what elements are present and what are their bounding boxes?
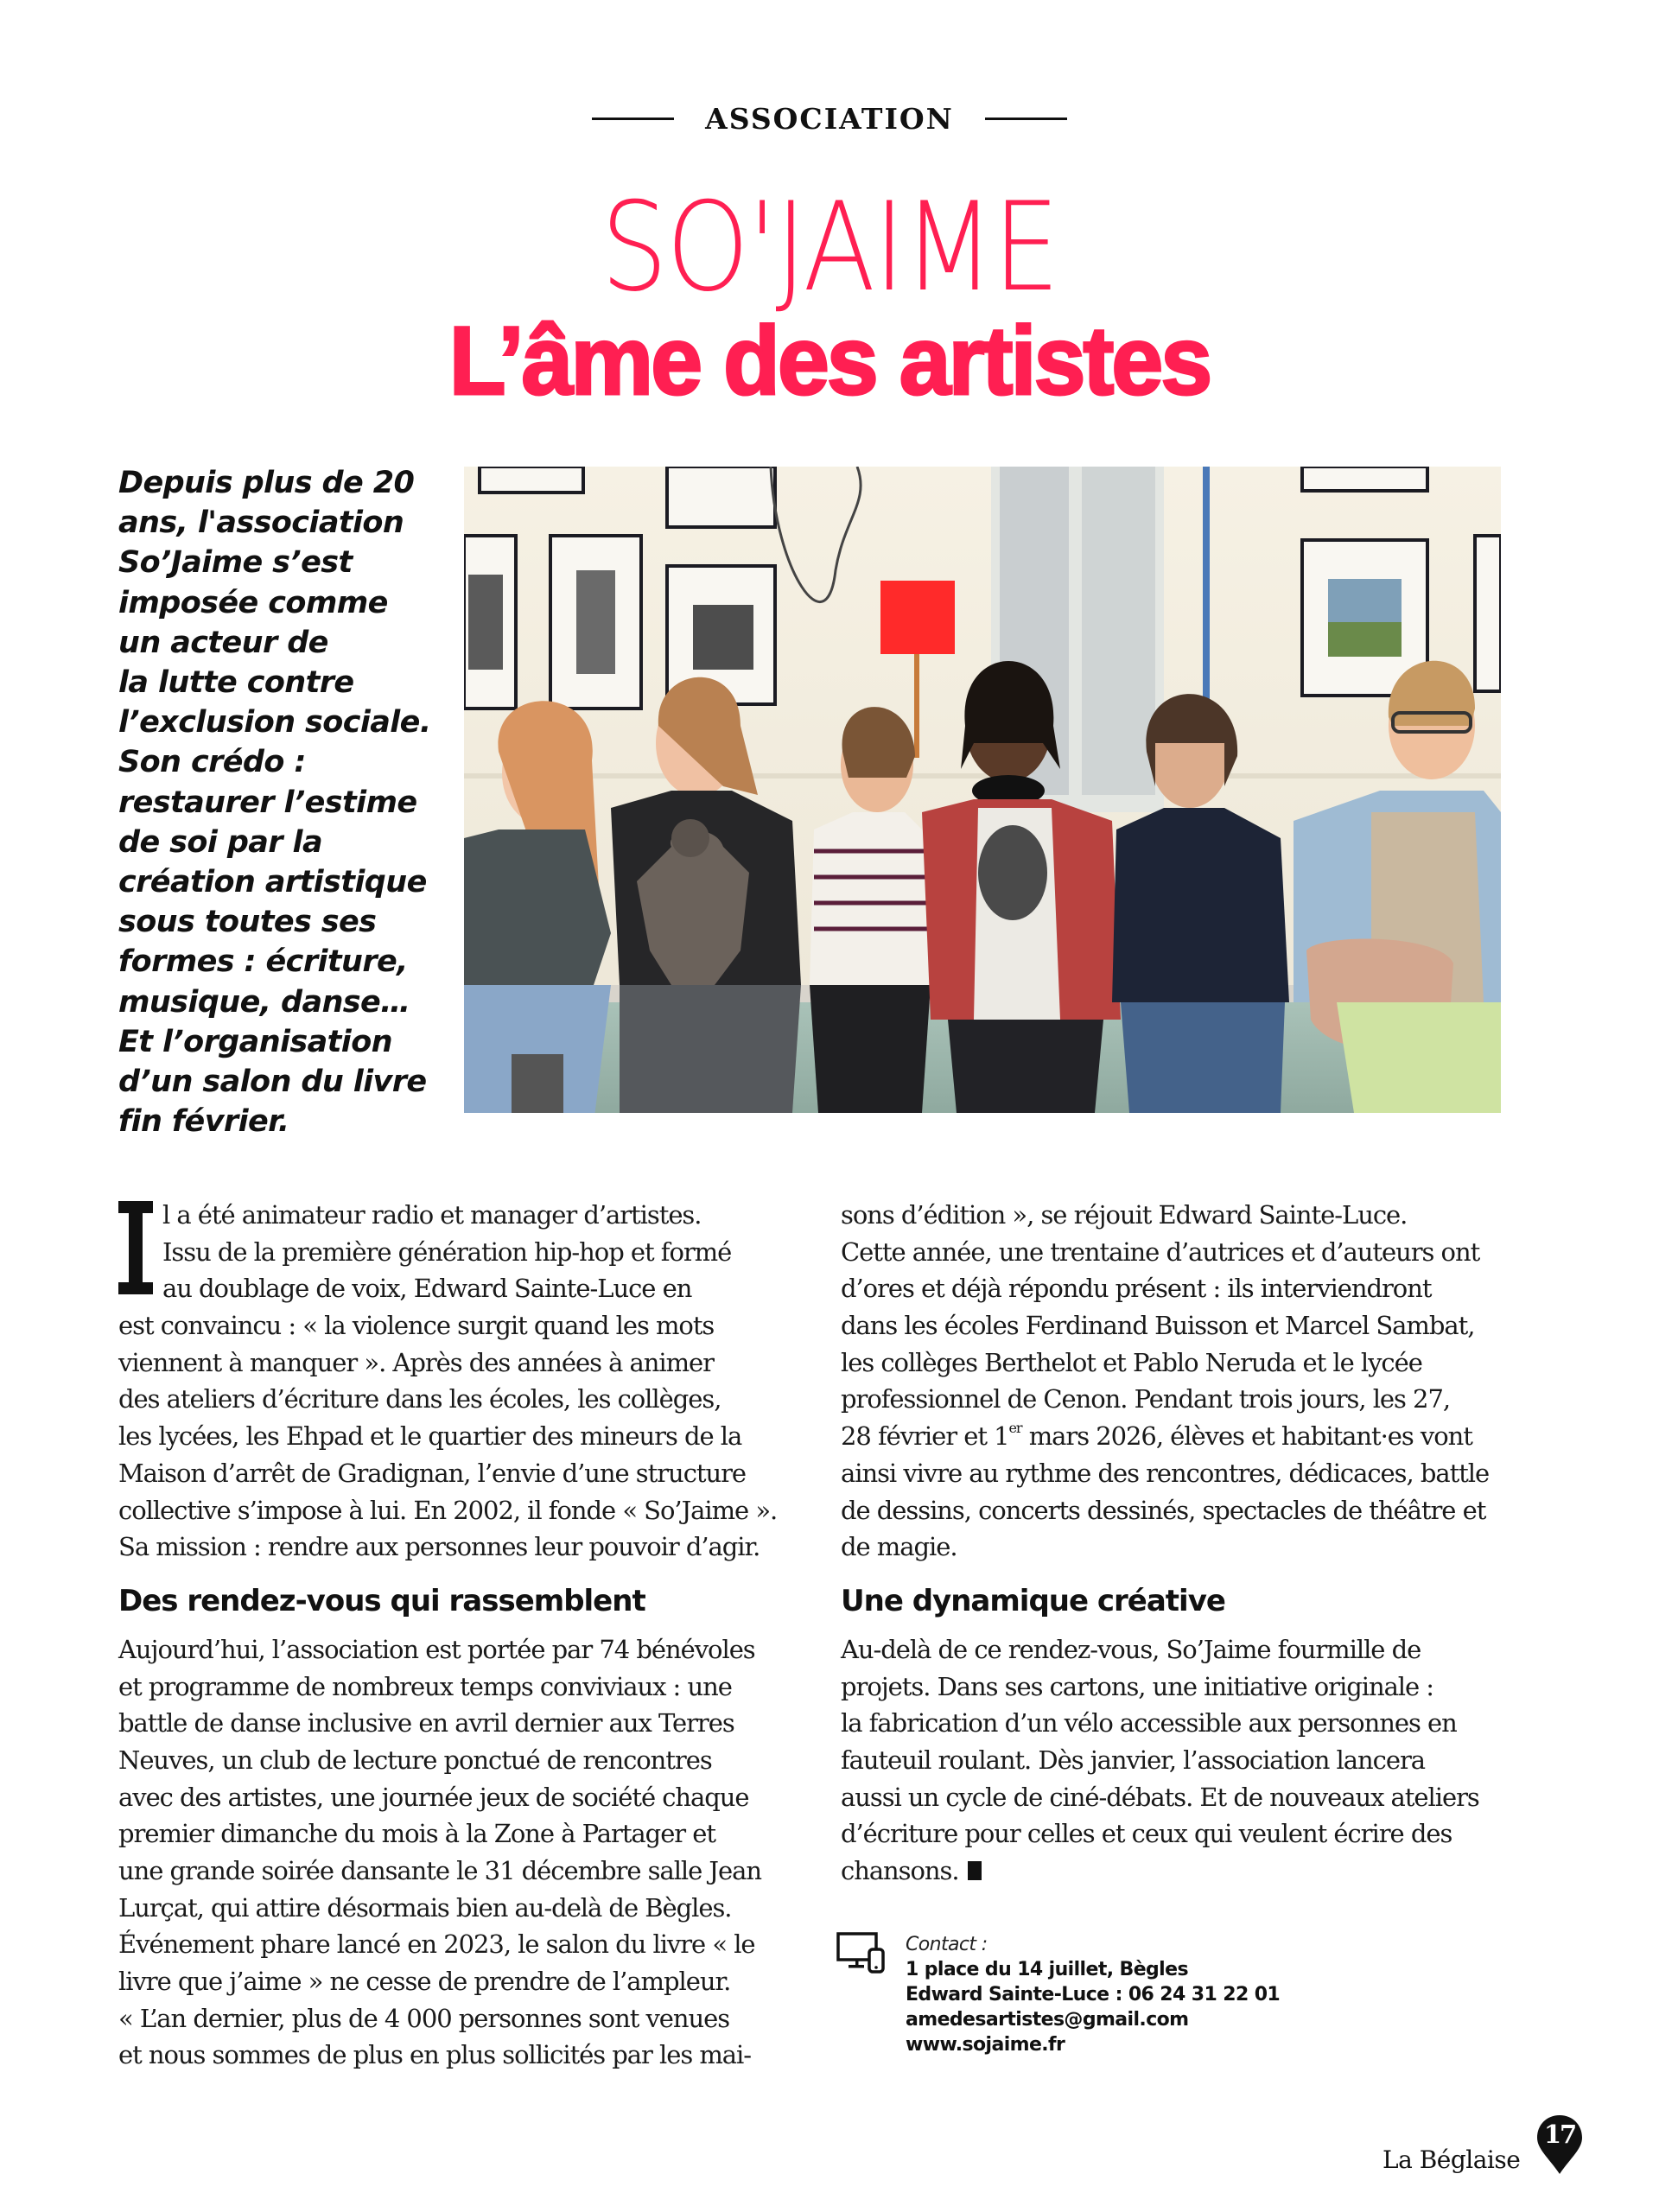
body-line: livre que j’aime » ne cesse de prendre de l’ampleur. (118, 1967, 731, 1997)
intro-line: musique, danse… (118, 984, 410, 1020)
intro-line: Son crédo : (118, 745, 306, 780)
kicker-rule-right (985, 118, 1067, 120)
contact-label: Contact : (906, 1934, 988, 1955)
intro-line: création artistique (118, 865, 427, 900)
contact-phone[interactable]: Edward Sainte-Luce : 06 24 31 22 01 (906, 1984, 1281, 2005)
body-line: les collèges Berthelot et Pablo Neruda et le lycée (841, 1347, 1422, 1377)
intro-line: de soi par la (118, 824, 322, 860)
contact-block (836, 1932, 1281, 2056)
body-line: une grande soirée dansante le 31 décembre salle Jean (118, 1856, 761, 1885)
body-line: viennent à manquer ». Après des années à animer (118, 1347, 714, 1377)
body-line: professionnel de Cenon. Pendant trois jours, les 27, (841, 1384, 1451, 1414)
article-title: SO'JAIME (601, 176, 1058, 319)
section-heading-dynamique: Une dynamique créative (841, 1583, 1225, 1618)
ordinal-superscript: er (1008, 1420, 1022, 1437)
contact-website[interactable]: www.sojaime.fr (906, 2034, 1065, 2056)
body-line: Cette année, une trentaine d’autrices et d’auteurs ont (841, 1236, 1480, 1267)
body-line: Aujourd’hui, l’association est portée par 74 bénévoles (118, 1634, 755, 1664)
body-line: d’ores et déjà répondu présent : ils interviendront (841, 1274, 1432, 1304)
article-column-1 (118, 1197, 794, 2074)
drop-cap (118, 1201, 153, 1294)
intro-line: un acteur de (118, 625, 328, 660)
end-of-article-square-icon (968, 1861, 982, 1880)
body-line: est convaincu : « la violence surgit quand les mots (118, 1311, 715, 1341)
body-line: Événement phare lancé en 2023, le salon du livre « le (118, 1929, 755, 1960)
body-line: au doublage de voix, Edward Sainte-Luce en (162, 1274, 692, 1304)
intro-line: ans, l'association (118, 505, 404, 541)
publication-name: La Béglaise (1382, 2145, 1521, 2174)
article-subtitle: L’âme des artistes (448, 307, 1211, 415)
body-line: Lurçat, qui attire désormais bien au-delà de Bègles. (118, 1892, 732, 1923)
body-line: projets. Dans ses cartons, une initiative originale : (841, 1671, 1434, 1701)
intro-line: sous toutes ses (118, 905, 377, 940)
intro-line: So’Jaime s’est (118, 545, 353, 581)
body-line: l a été animateur radio et manager d’artistes. (162, 1200, 702, 1230)
intro-line: fin février. (118, 1104, 289, 1140)
intro-line: formes : écriture, (118, 944, 408, 980)
last-words: chansons. (841, 1856, 959, 1885)
body-line: ainsi vivre au rythme des rencontres, dédicaces, battle (841, 1458, 1490, 1488)
intro-line: Et l’organisation (118, 1024, 392, 1059)
intro-line: Depuis plus de 20 (118, 466, 415, 500)
group-photo (464, 467, 1501, 1113)
body-line: battle de danse inclusive en avril dernier aux Terres (118, 1708, 734, 1738)
body-line: Sa mission : rendre aux personnes leur pouvoir d’agir. (118, 1532, 760, 1562)
page-number: 17 (1543, 2120, 1576, 2149)
intro-line: imposée comme (118, 585, 388, 620)
body-line: aussi un cycle de ciné-débats. Et de nouveaux ateliers (841, 1782, 1479, 1812)
intro-lead (118, 463, 447, 1141)
body-line: et programme de nombreux temps conviviaux : une (118, 1671, 732, 1701)
body-line: dans les écoles Ferdinand Buisson et Marcel Sambat, (841, 1311, 1475, 1341)
body-line: des ateliers d’écriture dans les écoles, les collèges, (118, 1384, 721, 1414)
body-line: fauteuil roulant. Dès janvier, l’association lancera (841, 1745, 1425, 1775)
body-line: de dessins, concerts dessinés, spectacles de théâtre et (841, 1495, 1486, 1525)
kicker-rule-left (592, 118, 674, 120)
body-line: sons d’édition », se réjouit Edward Sainte-Luce. (841, 1200, 1408, 1230)
intro-line: restaurer l’estime (118, 785, 417, 820)
article-column-2 (841, 1197, 1516, 1890)
body-line: Maison d’arrêt de Gradignan, l’envie d’une structure (118, 1458, 747, 1488)
body-line: Au-delà de ce rendez-vous, So’Jaime fourmille de (841, 1634, 1421, 1664)
body-line: Issu de la première génération hip-hop et formé (162, 1236, 732, 1267)
devices-icon (836, 1932, 885, 1974)
body-line: Neuves, un club de lecture ponctué de rencontres (118, 1745, 712, 1775)
body-line (841, 1418, 1516, 1455)
body-line: les lycées, les Ehpad et le quartier des mineurs de la (118, 1421, 742, 1452)
section-heading-rendez-vous: Des rendez-vous qui rassemblent (118, 1583, 645, 1618)
body-line: la fabrication d’un vélo accessible aux personnes en (841, 1708, 1457, 1738)
contact-address: 1 place du 14 juillet, Bègles (906, 1959, 1188, 1980)
body-line: « L’an dernier, plus de 4 000 personnes sont venues (118, 2003, 730, 2033)
kicker-label: ASSOCIATION (705, 101, 954, 136)
body-line: de magie. (841, 1532, 957, 1562)
intro-line: la lutte contre (118, 665, 354, 701)
intro-line: d’un salon du livre (118, 1065, 427, 1100)
contact-text (906, 1932, 1355, 2057)
contact-email[interactable]: amedesartistes@gmail.com (906, 2009, 1189, 2031)
page-number-badge (1536, 2114, 1583, 2175)
section-kicker (0, 97, 1659, 140)
date-text-before: 28 février et 1 (841, 1421, 1009, 1452)
intro-line: l’exclusion sociale. (118, 705, 431, 741)
body-line: d’écriture pour celles et ceux qui veulent écrire des (841, 1819, 1452, 1849)
body-line-last (841, 1853, 1516, 1890)
body-line: collective s’impose à lui. En 2002, il fonde « So’Jaime ». (118, 1495, 778, 1525)
body-line: premier dimanche du mois à la Zone à Partager et (118, 1819, 715, 1849)
body-line: et nous sommes de plus en plus sollicités par les mai- (118, 2040, 752, 2070)
group-photo-illustration (464, 467, 1501, 1113)
date-text-after: mars 2026, élèves et habitant·es vont (1021, 1421, 1472, 1452)
body-line: avec des artistes, une journée jeux de société chaque (118, 1782, 749, 1812)
